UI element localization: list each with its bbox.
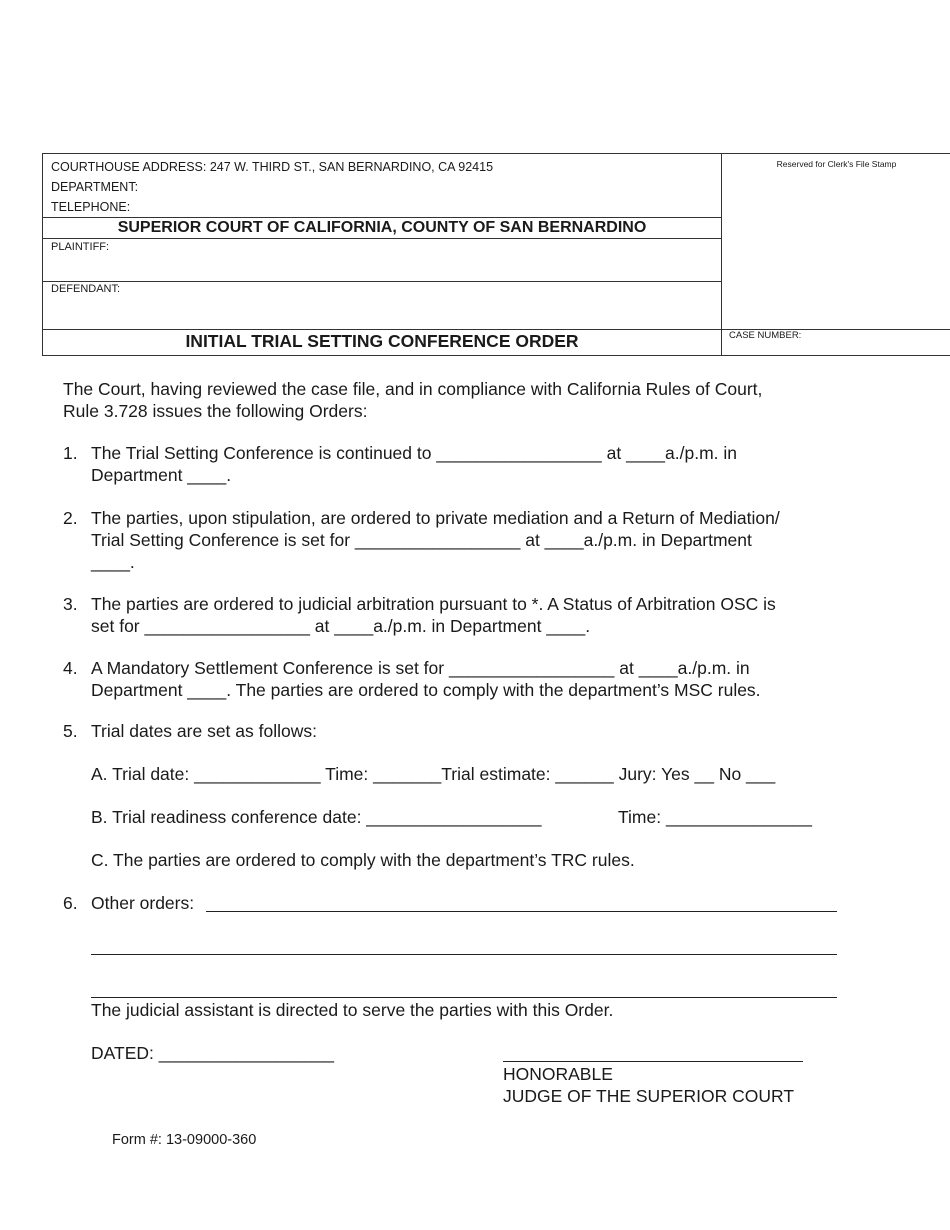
item-text-line: The parties, upon stipulation, are ordered to private mediation and a Return of Mediation/ [91,508,780,528]
divider [43,281,721,282]
item-text-line: Department ____. [91,465,232,485]
form-title: INITIAL TRIAL SETTING CONFERENCE ORDER [185,331,579,351]
caption-box [42,153,950,356]
case-number-label: CASE NUMBER: [729,330,802,341]
courthouse-address: COURTHOUSE ADDRESS: 247 W. THIRD ST., SAN BERNARDINO, CA 92415 [51,160,494,174]
item-text-line: The parties are ordered to judicial arbitration pursuant to *. A Status of Arbitration OSC is [91,594,776,614]
clerk-stamp-label: Reserved for Clerk's File Stamp [776,159,897,169]
trial-readiness-line: B. Trial readiness conference date: __________________ [91,807,542,827]
item-text-line: ____. [91,552,135,572]
item-text-line: Trial Setting Conference is set for _________________ at ____a./p.m. in Department [91,530,752,550]
trial-date-line: A. Trial date: _____________ Time: _______Trial estimate: ______ Jury: Yes __ No ___ [91,764,776,784]
item-number: 5. [63,721,78,741]
item-number: 3. [63,594,78,614]
dated-line: DATED: __________________ [91,1043,334,1063]
caption-right-column [722,154,950,355]
other-orders-label: Other orders: [91,893,195,913]
plaintiff-label: PLAINTIFF: [51,241,110,253]
trial-readiness-time: Time: _______________ [618,807,812,827]
service-line: The judicial assistant is directed to serve the parties with this Order. [91,1000,614,1020]
judge-title: JUDGE OF THE SUPERIOR COURT [503,1086,795,1106]
divider [43,329,721,330]
item-number: 4. [63,658,78,678]
telephone-label: TELEPHONE: [51,200,131,214]
caption-left-column [43,154,722,355]
form-number: Form #: 13-09000-360 [112,1132,257,1148]
item-number: 6. [63,893,78,913]
intro-line: The Court, having reviewed the case file, and in compliance with California Rules of Court, [63,379,763,399]
intro-line: Rule 3.728 issues the following Orders: [63,401,368,421]
item-number: 2. [63,508,78,528]
item-text-line: A Mandatory Settlement Conference is set for _________________ at ____a./p.m. in [91,658,750,678]
signature-line [503,1061,803,1062]
department-label: DEPARTMENT: [51,180,139,194]
other-orders-line [91,997,837,998]
other-orders-line [91,954,837,955]
divider [43,238,721,239]
item-text-line: The Trial Setting Conference is continued to _________________ at ____a./p.m. in [91,443,738,463]
other-orders-line [206,911,837,912]
item-text-line: Department ____. The parties are ordered to comply with the department’s MSC rules. [91,680,761,700]
item-text-line: Trial dates are set as follows: [91,721,317,741]
judge-honorable: HONORABLE [503,1064,613,1084]
item-text-line: set for _________________ at ____a./p.m. in Department ____. [91,616,591,636]
court-name: SUPERIOR COURT OF CALIFORNIA, COUNTY OF SAN BERNARDINO [117,219,647,236]
item-number: 1. [63,443,78,463]
trc-rules-line: C. The parties are ordered to comply with the department’s TRC rules. [91,850,635,870]
defendant-label: DEFENDANT: [51,283,121,295]
divider [43,217,721,218]
